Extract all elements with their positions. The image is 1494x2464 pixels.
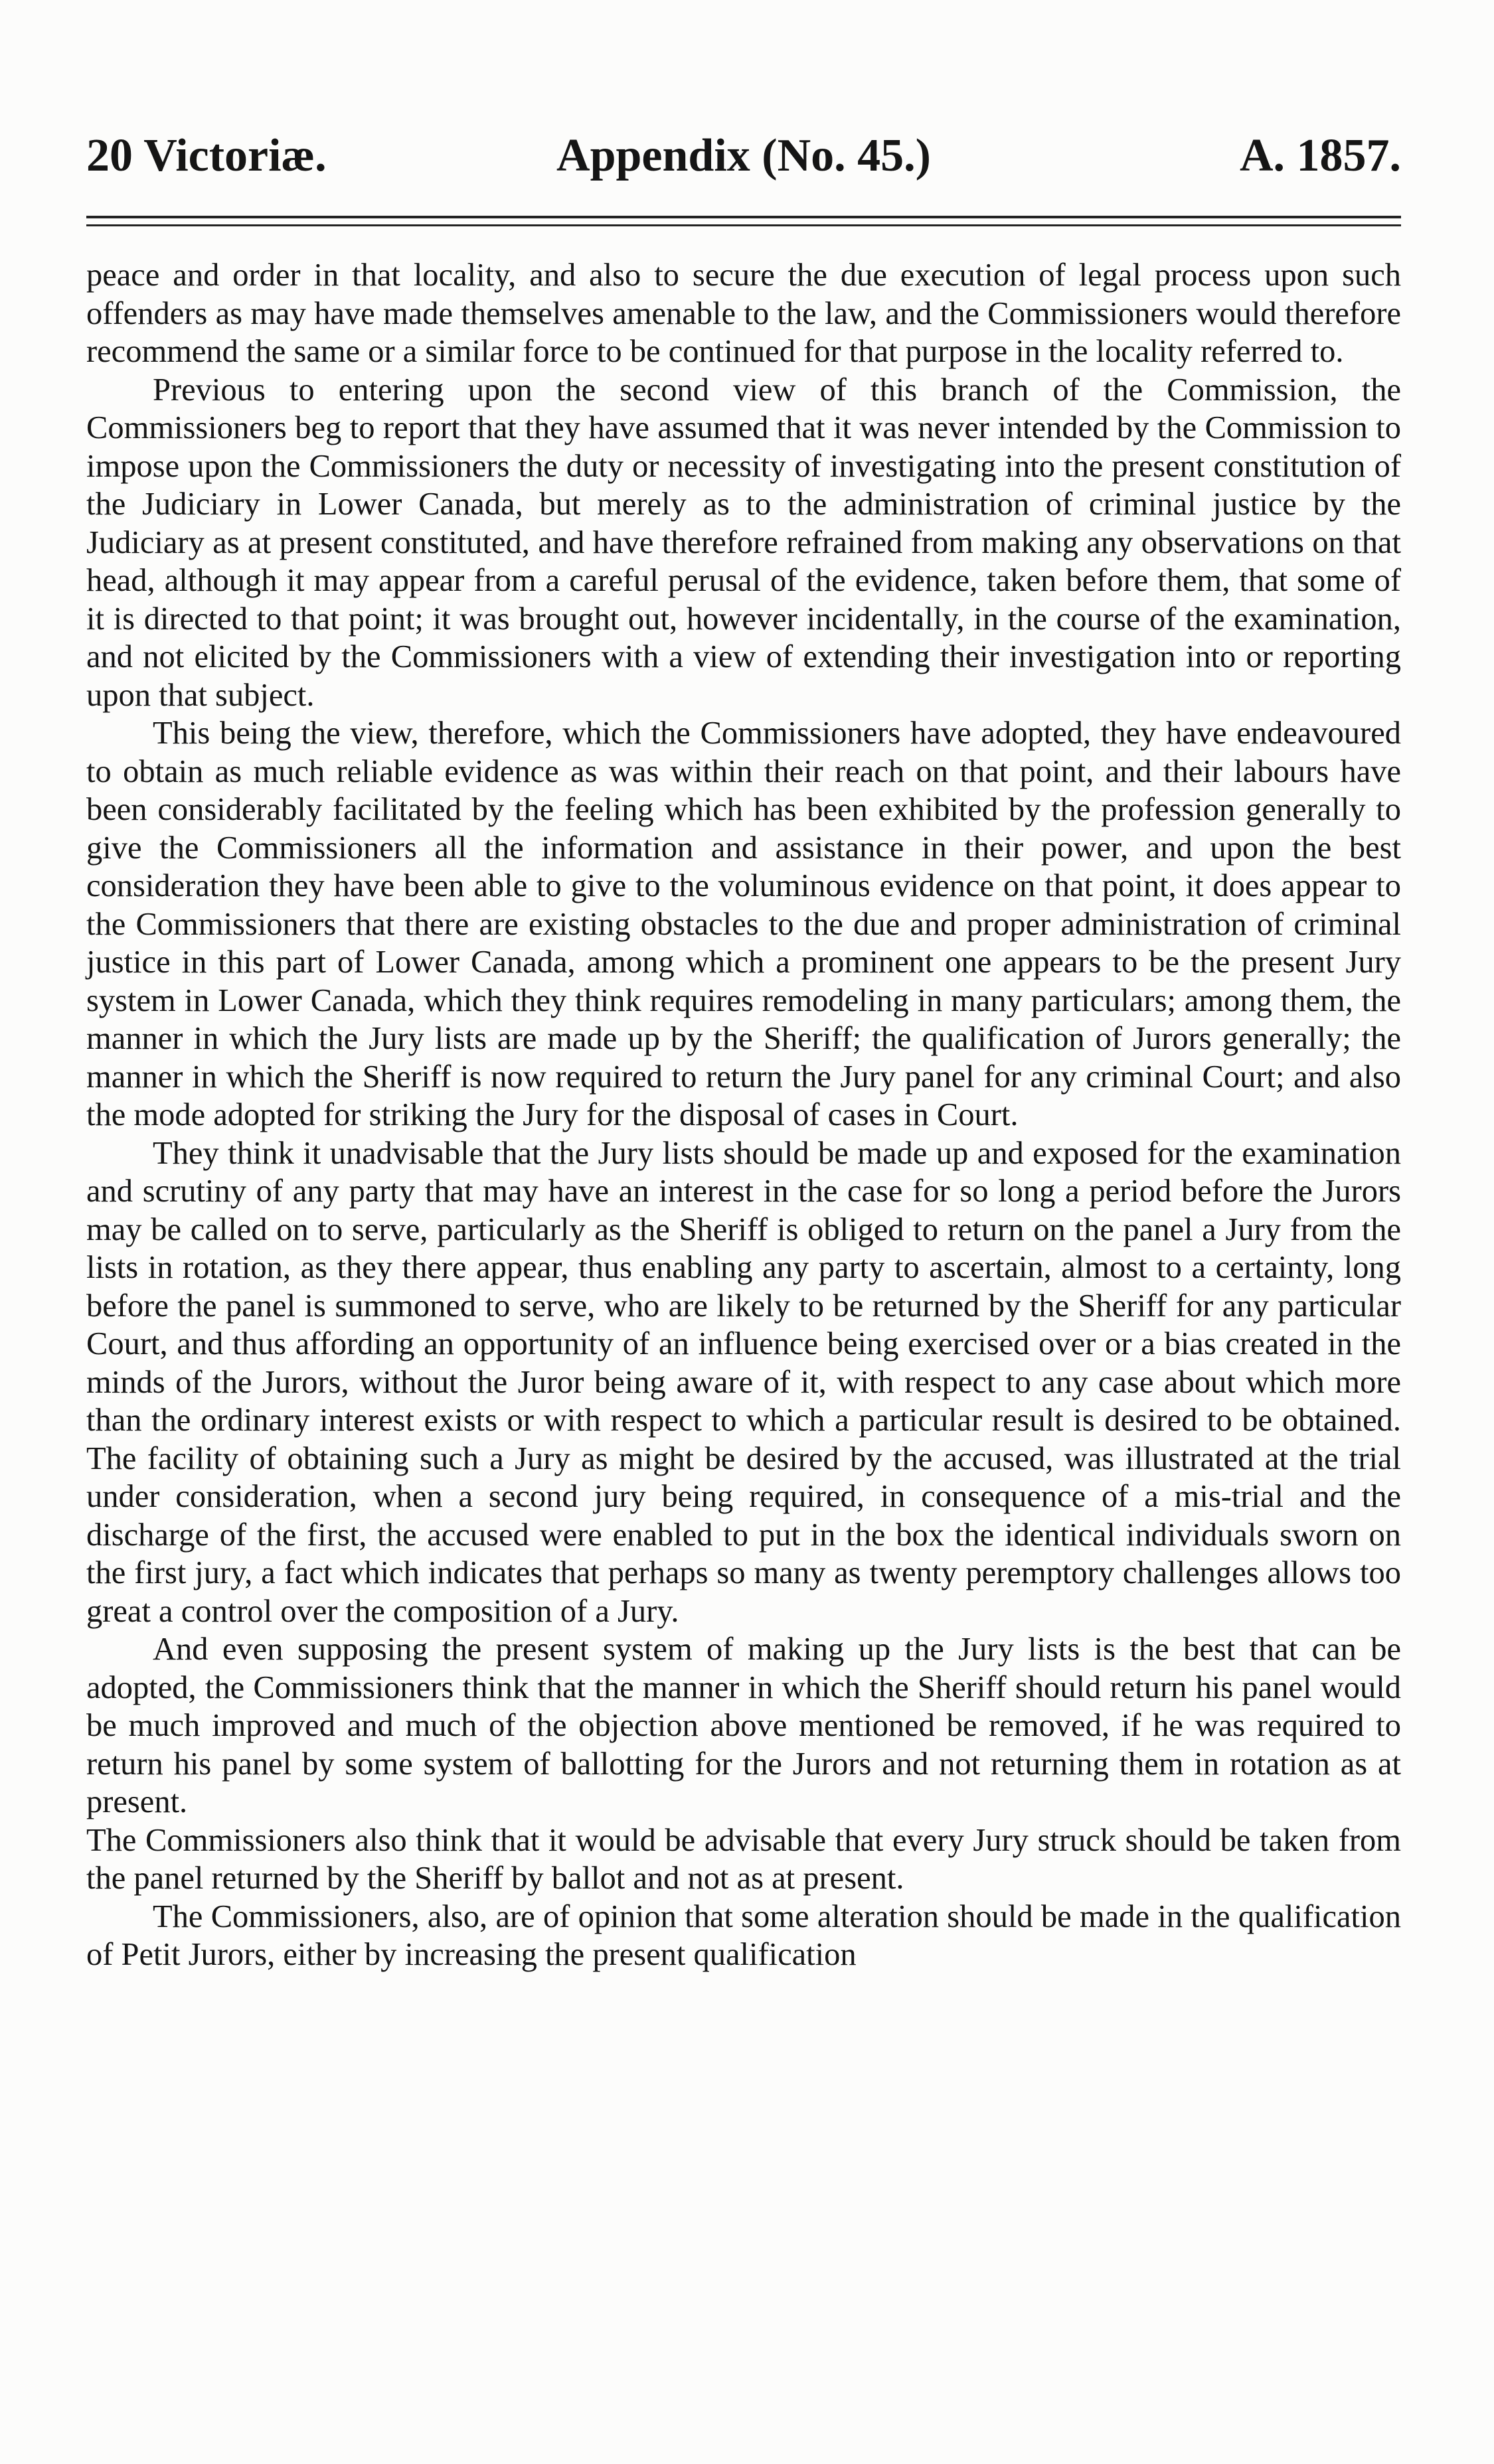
page-header xyxy=(86,126,1401,186)
paragraph-ballotting: And even supposing the present system of making up the Jury lists is the best that can be adopted, the Commissioners think that the manner in which the Sheriff should return his panel would be much improved and much of the objection above mentioned be removed, if he was required to return his panel by some system of ballotting for the Jurors and not returning them in rotation as at present. xyxy=(86,1632,1401,1819)
paragraph-judiciary: Previous to entering upon the second view of this branch of the Commission, the Commissioners beg to report that they have assumed that it was never intended by the Commission to impose upon the Commissioners the duty or necessity of investigating into the present constitution of the Judiciary in Lower Canada, but merely as to the administration of criminal justice by the Judiciary as at present constituted, and have therefore refrained from making any observations on that head, although it may appear from a careful perusal of the evidence, taken before them, that some of it is directed to that point; it was brought out, however incidentally, in the course of the examination, and not elicited by the Commissioners with a view of extending their investigation into or reporting upon that subject. xyxy=(86,372,1401,713)
header-year: A. 1857. xyxy=(1239,130,1401,181)
header-rule-thin xyxy=(86,224,1401,226)
paragraph-jury-system: This being the view, therefore, which the Commissioners have adopted, they have endeavoured to obtain as much reliable evidence as was within their reach on that point, and their labours have been considerably facilitated by the feeling which has been exhibited by the profession generally to give the Commissioners all the information and assistance in their power, and upon the best consideration they have been able to give to the voluminous evidence on that point, it does appear to the Commissioners that there are existing obstacles to the due and proper administration of criminal justice in this part of Lower Canada, among which a prominent one appears to be the present Jury system in Lower Canada, which they think requires remodeling in many particulars; among them, the manner in which the Jury lists are made up by the Sheriff; the qualification of Jurors generally; the manner in which the Sheriff is now required to return the Jury panel for any criminal Court; and also the mode adopted for striking the Jury for the disposal of cases in Court. xyxy=(86,716,1401,1132)
header-appendix-title: Appendix (No. 45.) xyxy=(556,130,931,181)
paragraph-continued: peace and order in that locality, and also to secure the due execution of legal process upon such offenders as may have made themselves amenable to the law, and the Commissioners would therefore recommend the same or a similar force to be continued for that purpose in the locality referred to. xyxy=(86,258,1401,369)
body-text xyxy=(86,256,1401,1974)
paragraph-qualification: The Commissioners, also, are of opinion that some alteration should be made in the qualification of Petit Jurors, either by increasing the present qualification xyxy=(86,1898,1401,1972)
paragraph-jury-lists: They think it unadvisable that the Jury lists should be made up and exposed for the examination and scrutiny of any party that may have an interest in the case for so long a period before the Jurors may be called on to serve, particularly as the Sheriff is obliged to return on the panel a Jury from the lists in rotation, as they there appear, thus enabling any party to ascertain, almost to a certainty, long before the panel is summoned to serve, who are likely to be returned by the Sheriff for any particular Court, and thus affording an opportunity of an influence being exercised over or a bias created in the minds of the Jurors, without the Juror being aware of it, with respect to any case about which more than the ordinary interest exists or with respect to which a particular result is desired to be obtained. The facility of obtaining such a Jury as might be desired by the accused, was illustrated at the trial under consideration, when a second jury being required, in consequence of a mis-trial and the discharge of the first, the accused were enabled to put in the box the identical individuals sworn on the first jury, a fact which indicates that perhaps so many as twenty peremptory challenges allows too great a control over the composition of a Jury. xyxy=(86,1135,1401,1629)
header-session: 20 Victoriæ. xyxy=(86,130,327,181)
paragraph-jury-struck: The Commissioners also think that it would be advisable that every Jury struck should be taken from the panel returned by the Sheriff by ballot and not as at present. xyxy=(86,1822,1401,1896)
header-rule-thick xyxy=(86,216,1401,218)
